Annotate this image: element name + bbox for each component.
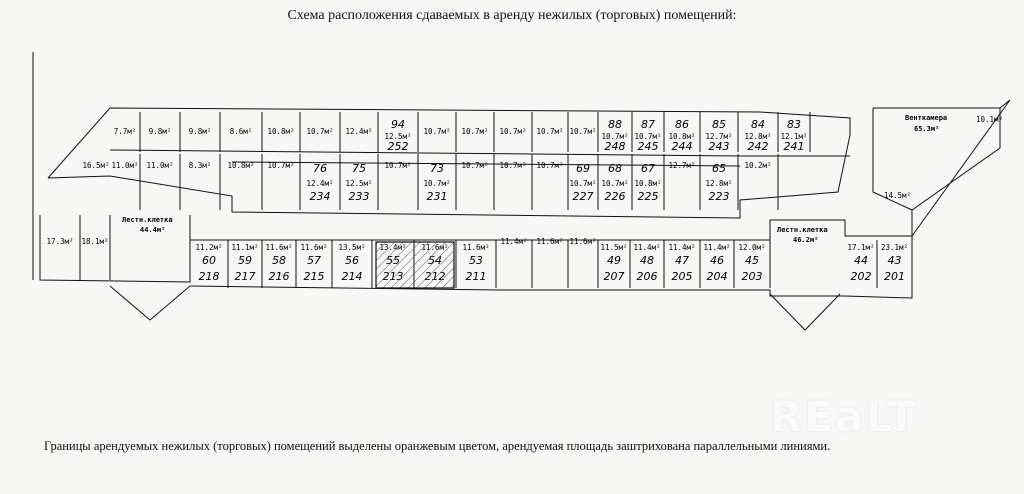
room-area: 8.6м² (229, 127, 253, 136)
room-index: 203 (741, 270, 763, 283)
vent-label: Венткамера (905, 114, 948, 122)
room-area: 12.7м² (668, 161, 696, 170)
room-area: 10.7м² (536, 161, 564, 170)
room-area: 12.4м² (306, 179, 334, 188)
room-number: 44 (854, 254, 868, 267)
room-index: 226 (604, 190, 626, 203)
room-area: 10.8м² (267, 127, 295, 136)
room-area: 11.6м² (569, 237, 597, 246)
room-area: 10.7м² (267, 161, 295, 170)
room-index: 202 (850, 270, 872, 283)
room-area: 10.7м² (601, 132, 629, 141)
room-area: 10.7м² (499, 161, 527, 170)
room-number: 67 (641, 162, 655, 175)
room-number: 56 (345, 254, 359, 267)
room-area: 10.7м² (306, 127, 334, 136)
room-index: 248 (604, 140, 626, 153)
room-area: 10.7м² (423, 127, 451, 136)
room-number: 49 (607, 254, 621, 267)
room-area: 7.7м² (113, 127, 137, 136)
room-area: 10.7м² (569, 127, 597, 136)
room-area: 12.8м² (744, 132, 772, 141)
room-area: 11.4м² (668, 243, 696, 252)
room-area: 11.6м² (462, 243, 490, 252)
room-area: 10.8м² (634, 179, 662, 188)
stair-left-area: 44.4м² (140, 226, 166, 234)
room-number: 43 (887, 254, 902, 267)
room-area: 12.8м² (705, 179, 733, 188)
room-area: 11.6м² (536, 237, 564, 246)
room-number: 48 (640, 254, 654, 267)
room-index: 242 (747, 140, 769, 153)
stair-left-label: Лестн.клетка (122, 216, 173, 224)
room-number: 83 (787, 118, 801, 131)
stair-right-area: 46.2м² (793, 236, 819, 244)
room-index: 206 (636, 270, 658, 283)
room-number: 47 (675, 254, 689, 267)
room-index: 207 (603, 270, 625, 283)
room-area: 8.3м² (188, 161, 212, 170)
room-number: 68 (608, 162, 622, 175)
room-area: 10.7м² (536, 127, 564, 136)
room-number: 84 (751, 118, 765, 131)
room-index: 223 (708, 190, 730, 203)
room-area: 12.7м² (705, 132, 733, 141)
room-number: 85 (712, 118, 726, 131)
room-area: 10.8м² (227, 161, 255, 170)
room-index: 233 (348, 190, 370, 203)
room-number: 75 (352, 162, 366, 175)
room-area-101: 10.1м² (976, 115, 1004, 124)
watermark-logo: REaLT (770, 392, 918, 441)
room-index: 225 (637, 190, 659, 203)
room-area: 10.7м² (634, 132, 662, 141)
room-index: 244 (671, 140, 693, 153)
room-area: 10.7м² (461, 127, 489, 136)
room-index: 215 (303, 270, 325, 283)
room-index: 205 (671, 270, 693, 283)
room-area: 11.4м² (703, 243, 731, 252)
room-number: 58 (272, 254, 286, 267)
room-area: 11.0м² (111, 161, 139, 170)
room-index: 204 (706, 270, 728, 283)
room-area: 11.0м² (146, 161, 174, 170)
room-index: 252 (387, 140, 409, 153)
room-number: 86 (675, 118, 689, 131)
room-area: 17.3м² (46, 237, 74, 246)
room-index: 243 (708, 140, 730, 153)
room-number: 69 (576, 162, 590, 175)
room-area: 9.8м² (148, 127, 172, 136)
room-area-145: 14.5м² (884, 191, 912, 200)
room-area: 12.1м² (780, 132, 808, 141)
room-area: 16.5м² (82, 161, 110, 170)
room-index: 245 (637, 140, 659, 153)
room-area: 11.4м² (633, 243, 661, 252)
room-number: 45 (745, 254, 759, 267)
room-area: 10.7м² (601, 179, 629, 188)
room-area: 17.1м² (847, 243, 875, 252)
room-area: 11.5м² (600, 243, 628, 252)
vent-area: 65.3м² (914, 125, 940, 133)
room-number: 65 (712, 162, 726, 175)
room-index: 216 (268, 270, 290, 283)
room-area: 11.4м² (500, 237, 528, 246)
room-number: 60 (202, 254, 216, 267)
room-area: 10.7м² (569, 179, 597, 188)
leased-area-hatch (376, 242, 454, 288)
room-area: 10.8м² (668, 132, 696, 141)
room-area: 9.8м² (188, 127, 212, 136)
room-number: 88 (608, 118, 622, 131)
room-index: 217 (234, 270, 256, 283)
room-number: 94 (391, 118, 405, 131)
room-area: 11.6м² (265, 243, 293, 252)
room-index: 211 (465, 270, 487, 283)
diagram-title: Схема расположения сдаваемых в аренду нежилых (торговых) помещений: (287, 8, 737, 23)
room-number: 46 (710, 254, 724, 267)
diagram-caption: Границы арендуемых нежилых (торговых) помещений выделены оранжевым цветом, арендуемая площадь заштрихована параллельными линиями. (44, 439, 831, 453)
room-index: 218 (198, 270, 220, 283)
room-area: 13.5м² (338, 243, 366, 252)
room-number: 73 (430, 162, 444, 175)
room-area: 18.1м² (81, 237, 109, 246)
room-area: 23.1м² (880, 243, 909, 252)
room-index: 214 (341, 270, 363, 283)
room-area: 10.7м² (499, 127, 527, 136)
room-area: 10.2м² (744, 161, 772, 170)
room-index: 234 (309, 190, 331, 203)
room-number: 59 (238, 254, 252, 267)
room-area: 10.7м² (384, 161, 412, 170)
room-area: 12.4м² (345, 127, 373, 136)
room-index: 227 (572, 190, 594, 203)
room-area: 12.0м² (738, 243, 766, 252)
room-area: 10.7м² (423, 179, 451, 188)
room-area: 11.1м² (231, 243, 259, 252)
room-area: 12.5м² (345, 179, 373, 188)
room-number: 76 (313, 162, 327, 175)
room-index: 201 (884, 270, 905, 283)
room-index: 241 (783, 140, 805, 153)
room-area: 11.2м² (195, 243, 223, 252)
room-area: 10.7м² (461, 161, 489, 170)
room-number: 87 (641, 118, 655, 131)
room-labels (46, 118, 908, 283)
room-index: 231 (426, 190, 448, 203)
stair-right-label: Лестн.клетка (777, 226, 828, 234)
room-area: 11.6м² (300, 243, 328, 252)
room-area: 12.5м² (384, 132, 412, 141)
room-number: 57 (307, 254, 321, 267)
room-number: 53 (469, 254, 483, 267)
